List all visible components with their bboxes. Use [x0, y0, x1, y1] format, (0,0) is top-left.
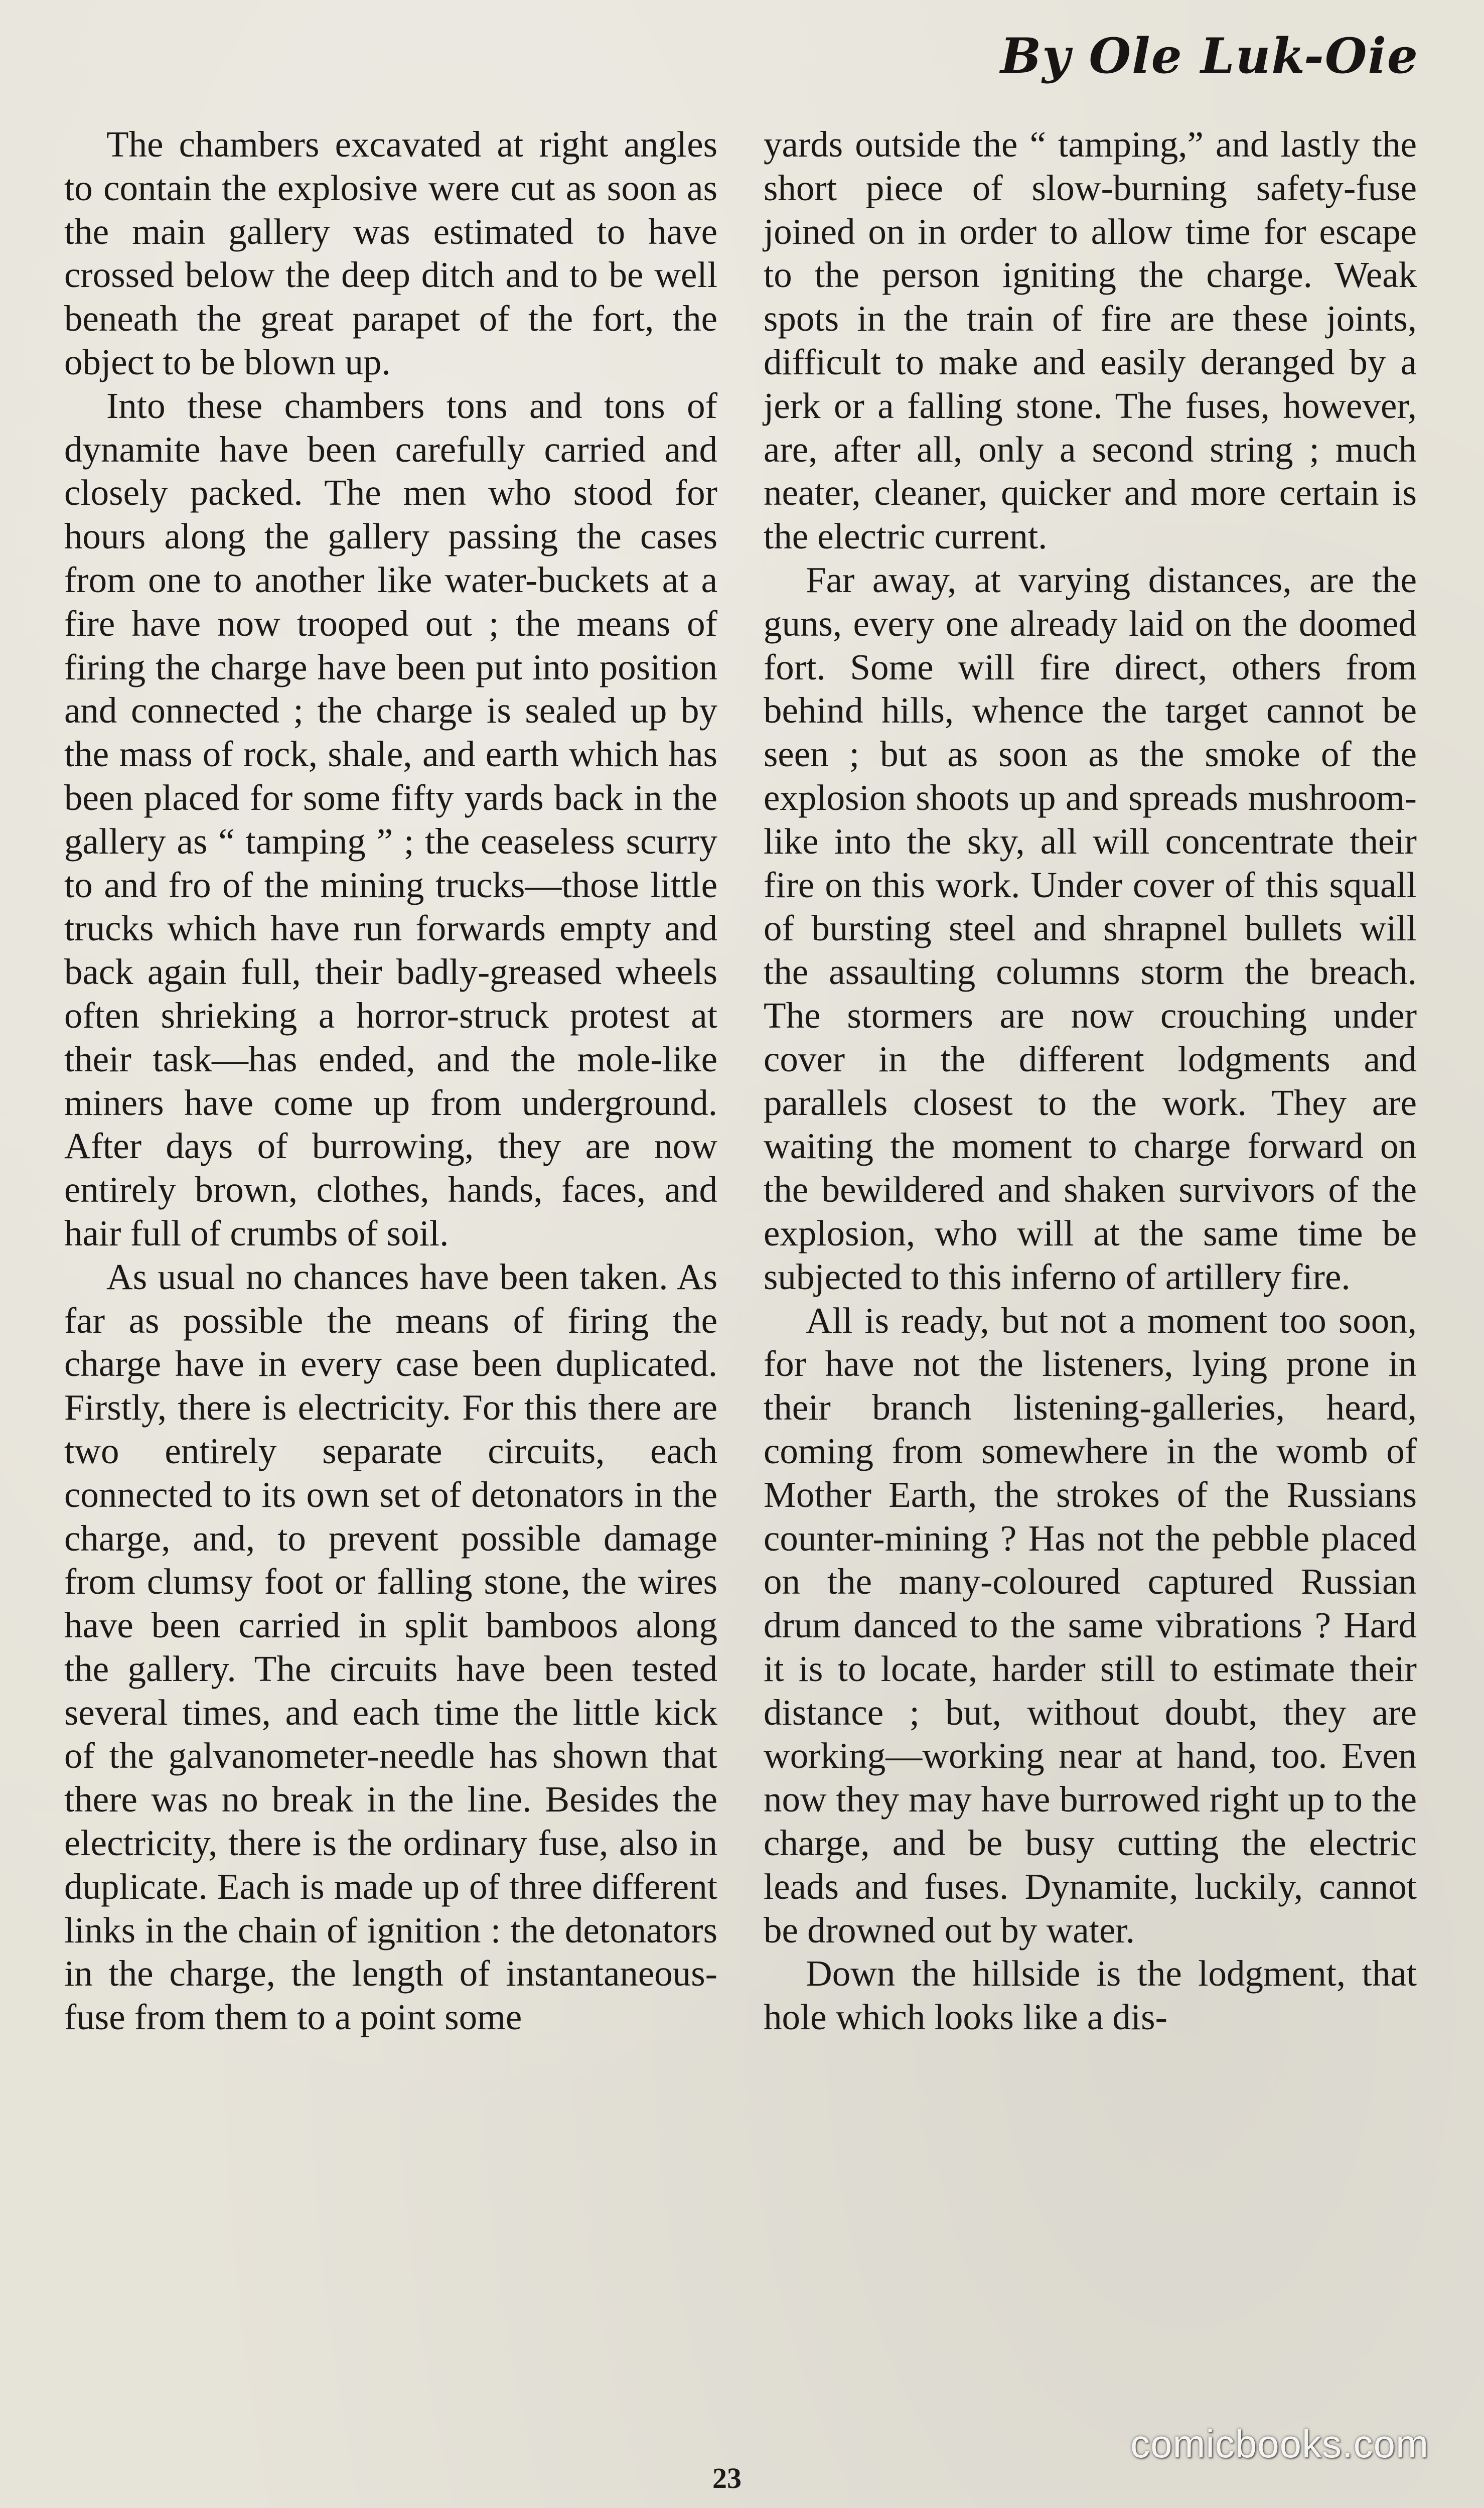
paragraph: yards outside the “ tamping,” and lastly the short piece of slow-burning safety-fuse joined on in order to allow time for escape to the person igniting the charge. Weak spots in the train of fire are these joints, difficult to make and easily deranged by a jerk or a falling stone. The fuses, however, are, after all, only a second string ; much neater, cleaner, quicker and more certain is the electric current.	[764, 124, 1417, 557]
paragraph: The chambers excavated at right angles to contain the explosive were cut as soon as the main gallery was estimated to have crossed below the deep ditch and to be well beneath the great parapet of the fort, the object to be blown up.	[64, 124, 717, 382]
right-text-column	[764, 123, 1417, 2039]
site-watermark: comicbooks.com	[1130, 2422, 1429, 2466]
paragraph: All is ready, but not a moment too soon, for have not the listeners, lying prone in their branch listening-galleries, heard, coming from somewhere in the womb of Mother Earth, the strokes of the Russians counter-mining ? Has not the pebble placed on the many-coloured captured Russian drum danced to the same vibrations ? Hard it is to locate, harder still to estimate their distance ; but, without doubt, they are working—working near at hand, too. Even now they may have burrowed right up to the charge, and be busy cutting the electric leads and fuses. Dynamite, luckily, cannot be drowned out by water.	[764, 1300, 1417, 1950]
paragraph: Into these chambers tons and tons of dynamite have been carefully carried and closely packed. The men who stood for hours along the gallery passing the cases from one to another like water-buckets at a fire have now trooped out ; the means of firing the charge have been put into position and connected ; the charge is sealed up by the mass of rock, shale, and earth which has been placed for some fifty yards back in the gallery as “ tamping ” ; the ceaseless scurry to and fro of the mining trucks—those little trucks which have run forwards empty and back again full, their badly-greased wheels often shrieking a horror-struck protest at their task—has ended, and the mole-like miners have come up from underground. After days of burrowing, they are now entirely brown, clothes, hands, faces, and hair full of crumbs of soil.	[64, 385, 717, 1253]
paragraph: Down the hillside is the lodgment, that hole which looks like a dis-	[764, 1953, 1417, 2038]
paragraph: Far away, at varying distances, are the guns, every one already laid on the doomed fort. Some will fire direct, others from behind hills, whence the target cannot be seen ; but as soon as the smoke of the explosion shoots up and spreads mushroom-like into the sky, all will concentrate their fire on this work. Under cover of this squall of bursting steel and shrapnel bullets will the assaulting columns storm the breach. The stormers are now crouching under cover in the different lodgments and parallels closest to the work. They are waiting the moment to charge forward on the bewildered and shaken survivors of the explosion, who will at the same time be subjected to this inferno of artillery fire.	[764, 559, 1417, 1297]
page-number: 23	[712, 2462, 741, 2494]
author-byline: By Ole Luk-Oie	[1000, 28, 1419, 84]
paragraph: As usual no chances have been taken. As far as possible the means of firing the charge have in every case been duplicated. Firstly, there is electricity. For this there are two entirely separate circuits, each connected to its own set of detonators in the charge, and, to prevent possible damage from clumsy foot or falling stone, the wires have been carried in split bamboos along the gallery. The circuits have been tested several times, and each time the little kick of the galvanometer-needle has shown that there was no break in the line. Besides the electricity, there is the ordinary fuse, also in duplicate. Each is made up of three different links in the chain of ignition : the detonators in the charge, the length of instantaneous-fuse from them to a point some	[64, 1256, 717, 2038]
left-text-column	[64, 123, 717, 2039]
